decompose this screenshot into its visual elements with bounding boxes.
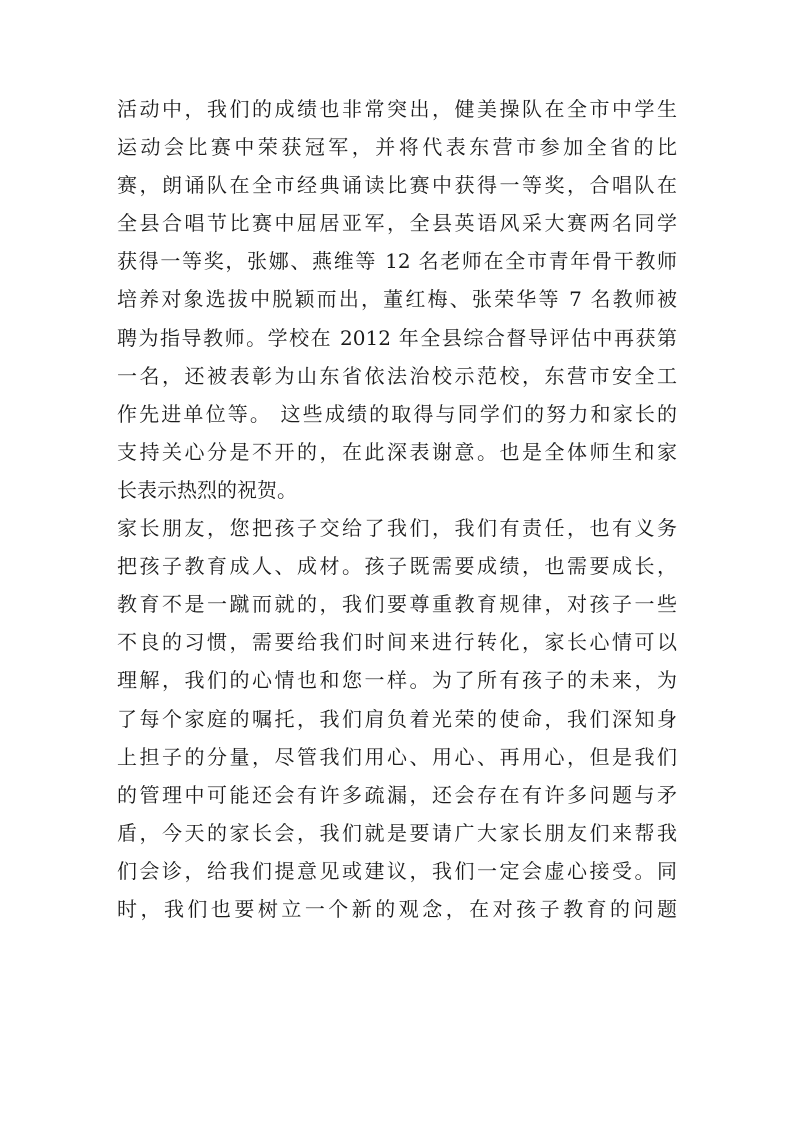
text-line: 理解，我们的心情也和您一样。为了所有孩子的未来，为	[117, 668, 677, 693]
text-line: 不良的习惯，需要给我们时间来进行转化，家长心情可以	[117, 630, 677, 655]
text-line: 支持关心分是不开的，在此深表谢意。也是全体师生和家	[117, 439, 677, 464]
text-line: 一名，还被表彰为山东省依法治校示范校，东营市安全工	[117, 363, 677, 388]
text-line: 作先进单位等。 这些成绩的取得与同学们的努力和家长的	[117, 401, 677, 426]
text-line: 的管理中可能还会有许多疏漏，还会存在有许多问题与矛	[117, 782, 677, 807]
text-line: 获得一等奖，张娜、燕维等 12 名老师在全市青年骨干教师	[117, 249, 677, 274]
text-line: 了每个家庭的嘱托，我们肩负着光荣的使命，我们深知身	[117, 706, 677, 731]
text-line: 上担子的分量，尽管我们用心、用心、再用心，但是我们	[117, 744, 677, 769]
text-line: 全县合唱节比赛中屈居亚军，全县英语风采大赛两名同学	[117, 211, 677, 236]
text-line: 活动中，我们的成绩也非常突出，健美操队在全市中学生	[117, 97, 677, 121]
text-line: 赛，朗诵队在全市经典诵读比赛中获得一等奖，合唱队在	[117, 173, 677, 198]
text-line: 培养对象选拔中脱颖而出，董红梅、张荣华等 7 名教师被	[117, 287, 677, 312]
text-line: 把孩子教育成人、成材。孩子既需要成绩，也需要成长，	[117, 554, 677, 579]
text-line: 们会诊，给我们提意见或建议，我们一定会虚心接受。同	[117, 858, 677, 883]
text-line: 运动会比赛中荣获冠军，并将代表东营市参加全省的比	[117, 135, 677, 160]
paragraph-end-line: 长表示热烈的祝贺。	[117, 477, 297, 502]
text-line: 时，我们也要树立一个新的观念，在对孩子教育的问题	[117, 896, 677, 921]
text-line: 聘为指导教师。学校在 2012 年全县综合督导评估中再获第	[117, 325, 677, 350]
text-line: 盾，今天的家长会，我们就是要请广大家长朋友们来帮我	[117, 820, 677, 845]
text-line: 家长朋友，您把孩子交给了我们，我们有责任，也有义务	[117, 516, 677, 541]
text-line: 教育不是一蹴而就的，我们要尊重教育规律，对孩子一些	[117, 592, 677, 617]
body-text	[117, 90, 677, 928]
